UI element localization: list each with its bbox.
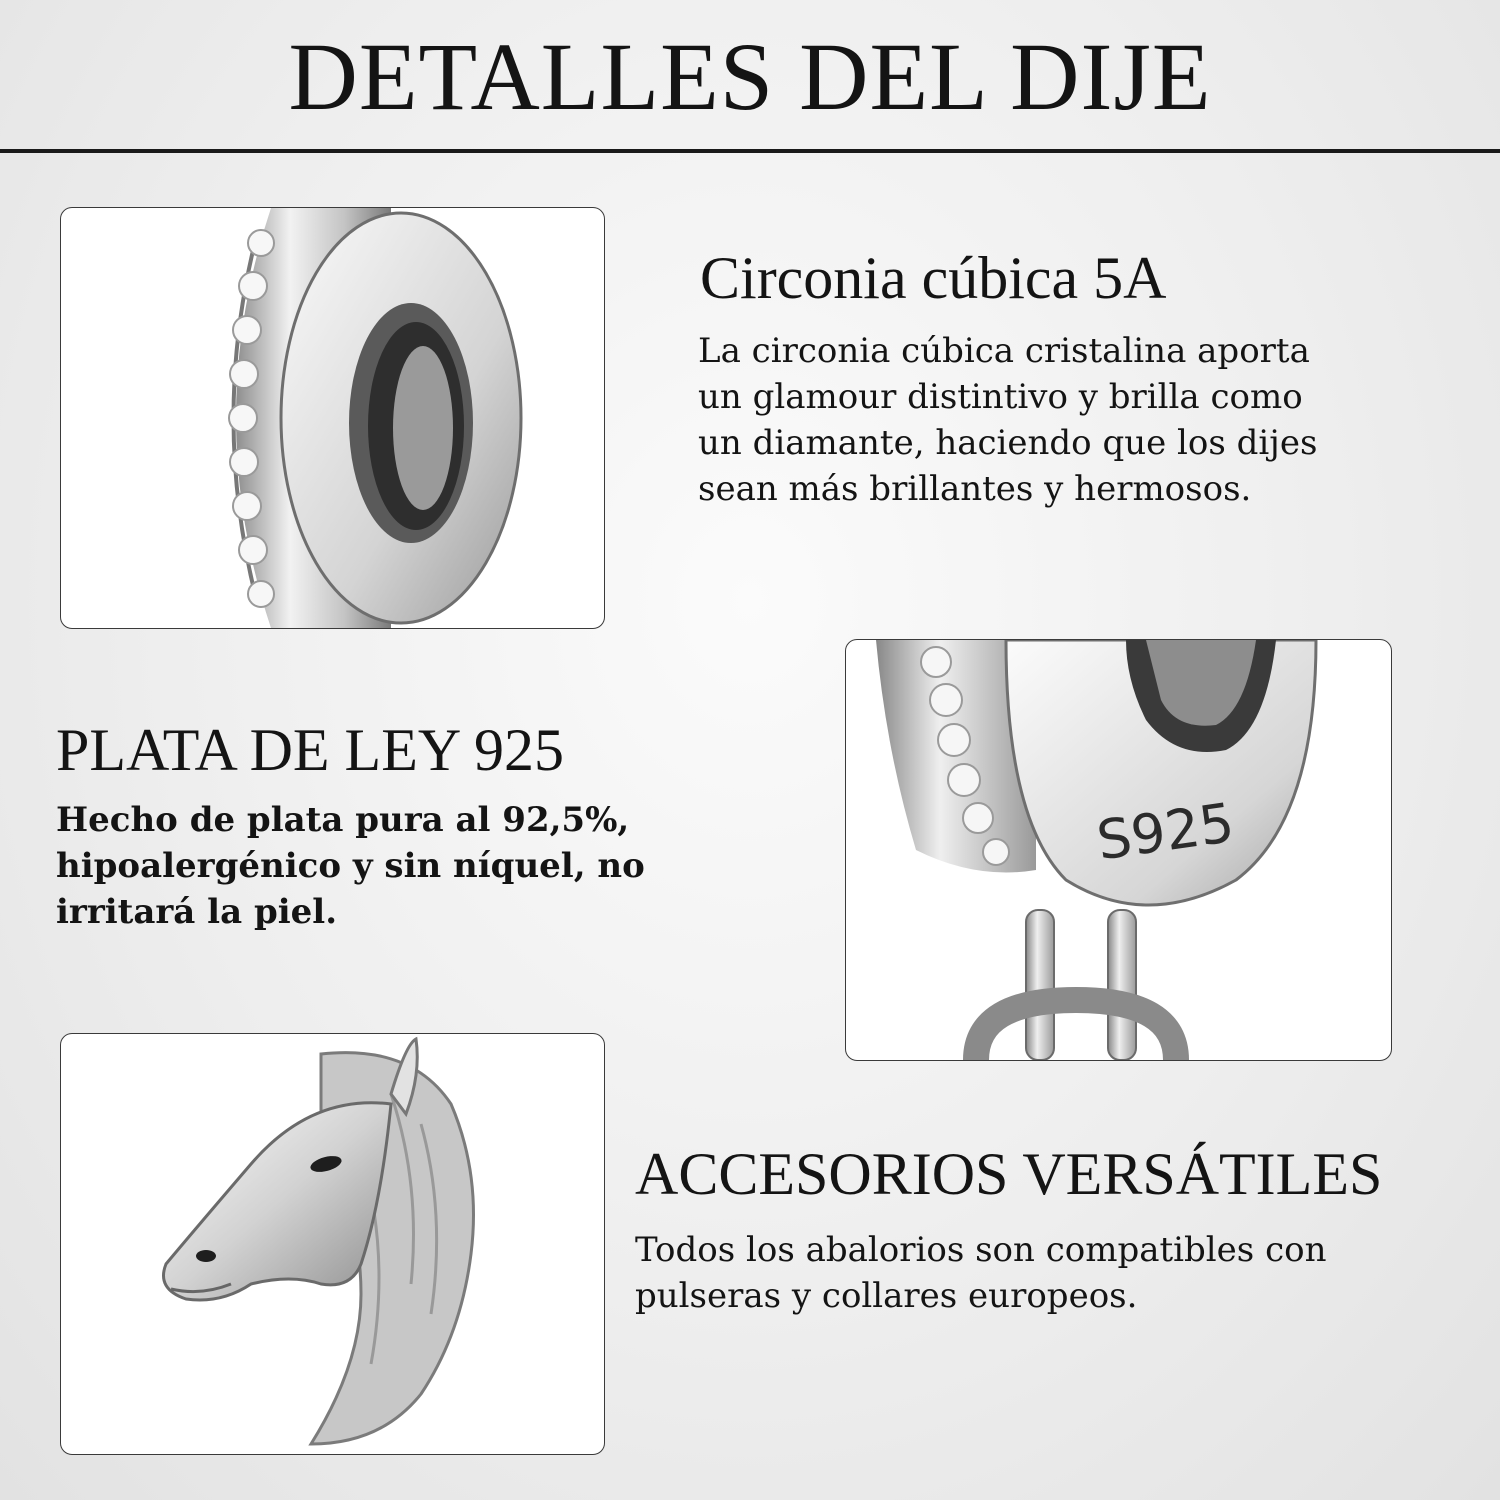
zirconia-ring-image-panel bbox=[60, 207, 605, 629]
s925-stamp-image-panel bbox=[845, 639, 1392, 1061]
feature-versatile-title: ACCESORIOS VERSÁTILES bbox=[635, 1141, 1383, 1207]
title-divider bbox=[0, 149, 1500, 153]
feature-zirconia-title: Circonia cúbica 5A bbox=[700, 245, 1167, 311]
s925-stamp-text: S925 bbox=[1093, 790, 1238, 873]
feature-versatile-body: Todos los abalorios son compatibles con pulseras y collares europeos. bbox=[635, 1230, 1327, 1316]
horse-head-image-panel bbox=[60, 1033, 605, 1455]
zirconia-ring-charm-icon bbox=[61, 208, 604, 628]
feature-silver-title: PLATA DE LEY 925 bbox=[56, 717, 564, 783]
s925-stamp-charm-icon bbox=[846, 640, 1391, 1060]
horse-head-charm-icon bbox=[61, 1034, 604, 1454]
feature-zirconia-body: La circonia cúbica cristalina aporta un glamour distintivo y brilla como un diamante, haciendo que los dijes sean más brillantes y hermosos. bbox=[698, 331, 1318, 509]
page-title: DETALLES DEL DIJE bbox=[288, 23, 1212, 130]
feature-silver-body: Hecho de plata pura al 92,5%, hipoalergénico y sin níquel, no irritará la piel. bbox=[56, 800, 645, 932]
